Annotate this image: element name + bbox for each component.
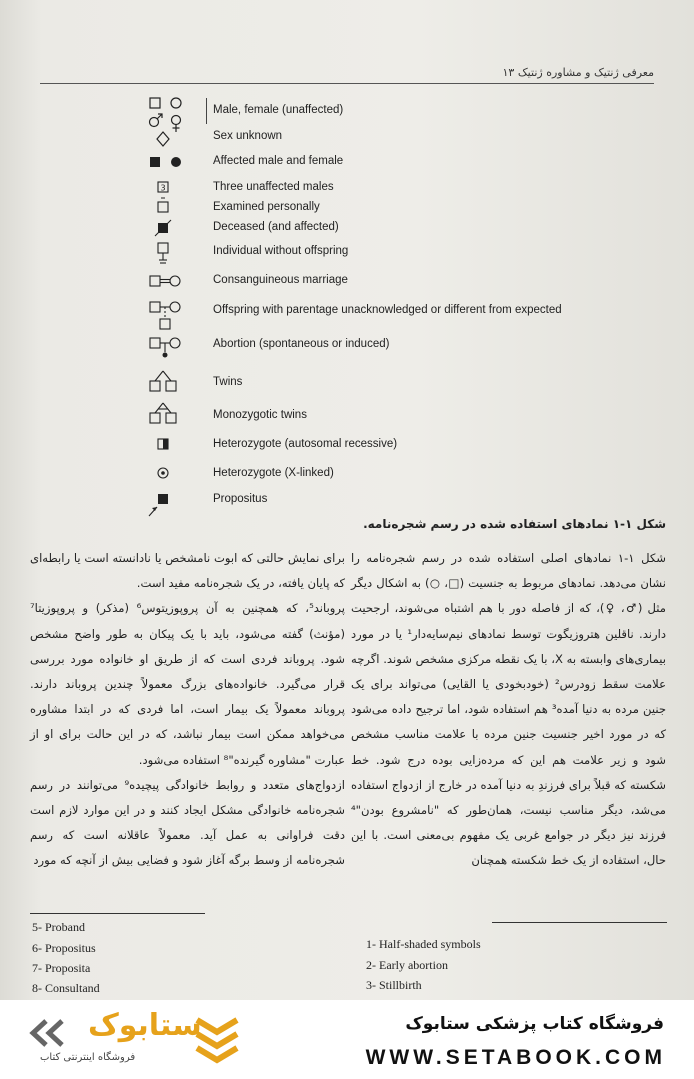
legend-label-sex-unknown: Sex unknown bbox=[213, 130, 283, 142]
legend-label-affected: Affected male and female bbox=[213, 155, 344, 167]
footnote-rule-left bbox=[30, 913, 205, 914]
legend-label-propositus: Propositus bbox=[213, 493, 268, 505]
monozygotic-twins-symbol bbox=[128, 401, 198, 427]
figure-caption: شکل ۱-۱ نمادهای استفاده شده در رسم شجره‌نامه. bbox=[363, 517, 666, 531]
legend-label-three-males: Three unaffected males bbox=[213, 181, 334, 193]
footnote-1: 1- Half-shaded symbols bbox=[366, 937, 481, 951]
left-paragraph-3: ازدواج‌های متعدد و روابط خانوادگی پیچیده⁹ می‌توانند در رسم شجره‌نامه خانوادگی مشکل ایجاد کنند و در این موارد لازم است دقت فراوانی به عمل آید. معمولاً عاقلانه است که رسم شجره‌نامه از وسط برگه آغاز شود و فضایی بیش از آنچه که مورد bbox=[30, 777, 345, 868]
deceased-symbol bbox=[128, 219, 198, 239]
header-rule bbox=[40, 83, 654, 84]
legend-label-offspring: Offspring with parentage unacknowledged or different from expected bbox=[213, 304, 562, 316]
brand-logo-text: ستابوک bbox=[88, 1008, 202, 1043]
footnote-8: 8- Consultand bbox=[32, 981, 100, 995]
examined-symbol bbox=[128, 196, 198, 216]
heterozygote-ar-symbol bbox=[128, 436, 198, 456]
legend-label-male-female: Male, female (unaffected) bbox=[213, 104, 344, 116]
footnote-rule-right bbox=[492, 922, 667, 923]
consanguineous-symbol bbox=[128, 270, 198, 296]
running-header: معرفی ژنتیک و مشاوره ژنتیک ۱۳ bbox=[502, 66, 654, 79]
legend-label-deceased: Deceased (and affected) bbox=[213, 221, 339, 233]
legend-label-monozygotic: Monozygotic twins bbox=[213, 409, 307, 421]
store-url[interactable]: WWW.SETABOOK.COM bbox=[365, 1046, 666, 1069]
legend-label-examined: Examined personally bbox=[213, 201, 320, 213]
double-chevron-icon bbox=[28, 1018, 80, 1048]
legend-label-abortion: Abortion (spontaneous or induced) bbox=[213, 338, 390, 350]
footnote-6: 6- Propositus bbox=[32, 941, 96, 955]
left-column bbox=[30, 546, 345, 874]
legend-label-het-x: Heterozygote (X-linked) bbox=[213, 467, 334, 479]
legend-label-twins: Twins bbox=[213, 376, 243, 388]
left-paragraph-2: پروباند⁵، که همچنین به آن پروپوزیتوس⁶ (مذکر) و پروپوزیتا⁷ (مؤنث) گفته می‌شود، باید با یک پیکان به طور واضح مشخص شود. پروباند فردی است که از طریق او خانواده مورد بررسی قرار می‌گیرد. خانواده‌های بزرگ معمولاً چندین پروباند دارند. پروباند معمولاً یک بیمار است، اما فردی که در ابتدا مشاوره می‌خواهد ممکن است بیمار نباشد، که در این حالت برای او از عبارت "مشاوره گیرنده"⁸ استفاده می‌شود. bbox=[30, 601, 346, 767]
store-name: فروشگاه کتاب پزشکی ستابوک bbox=[405, 1014, 664, 1034]
footnote-3: 3- Stillbirth bbox=[366, 978, 422, 992]
three-count-label: 3 bbox=[160, 183, 166, 193]
diamond-symbol bbox=[128, 128, 198, 154]
footnote-2: 2- Early abortion bbox=[366, 958, 448, 972]
abortion-symbol bbox=[128, 335, 198, 361]
right-column bbox=[351, 546, 666, 874]
left-paragraph-1: برای نمایش حالتی که ابوت نامشخص یا نادانسته است یا رابطه‌ای که پایان یافته، در یک شجره‌نامه مفید است. bbox=[30, 551, 345, 591]
right-paragraph: شکل ۱-۱ نمادهای اصلی استفاده شده در رسم شجره‌نامه را نشان می‌دهد. نمادهای مربوط به جنسیت (□، ○) به اشکال دیگر مثل (♂، ♀)، که از فاصله دور با هم اشتباه می‌شوند، ارجحیت دارند. ناقلین هتروزیگوت توسط نمادهای نیم‌سایه‌دار¹ یا در مورد بیماری‌های وابسته به X، با یک نقطه مرکزی مشخص شوند. اگرچه علامت سقط زودرس² (خودبخودی یا القایی) می‌تواند برای یک جنین مرده به دنیا آمده³ هم استفاده شود، اما ترجیح داده می‌شود که در مورد اخیر جنسیت جنین مرده با علامت مناسب مشخص شود و زیر علامت هم این که مرده‌زایی بوده درج شود. خط شکسته که قبلاً برای فرزندِ به دنیا آمده در خارج از ازدواج استفاده می‌شد، دیگر مناسب نیست، همان‌طور که "نامشروع بودن"⁴ فرزند نیز دیگر در جوامع غربی یک مفهوم بی‌معنی است. با این حال، استفاده از یک خط شکسته همچنان bbox=[351, 551, 666, 868]
legend-label-consanguineous: Consanguineous marriage bbox=[213, 274, 348, 286]
footnote-5: 5- Proband bbox=[32, 920, 85, 934]
legend-bracket-line bbox=[206, 98, 207, 124]
legend-label-het-ar: Heterozygote (autosomal recessive) bbox=[213, 438, 398, 450]
no-offspring-symbol bbox=[128, 240, 198, 266]
footnote-7: 7- Proposita bbox=[32, 961, 91, 975]
legend-label-no-offspring: Individual without offspring bbox=[213, 245, 349, 257]
propositus-symbol bbox=[128, 492, 198, 520]
offspring-unacknowledged-symbol bbox=[128, 299, 198, 331]
store-footer-banner bbox=[0, 1000, 694, 1079]
brand-subtitle: فروشگاه اینترنتی کتاب bbox=[40, 1052, 136, 1063]
heterozygote-x-symbol bbox=[128, 465, 198, 485]
affected-symbols bbox=[128, 153, 198, 179]
twins-symbol bbox=[128, 369, 198, 395]
